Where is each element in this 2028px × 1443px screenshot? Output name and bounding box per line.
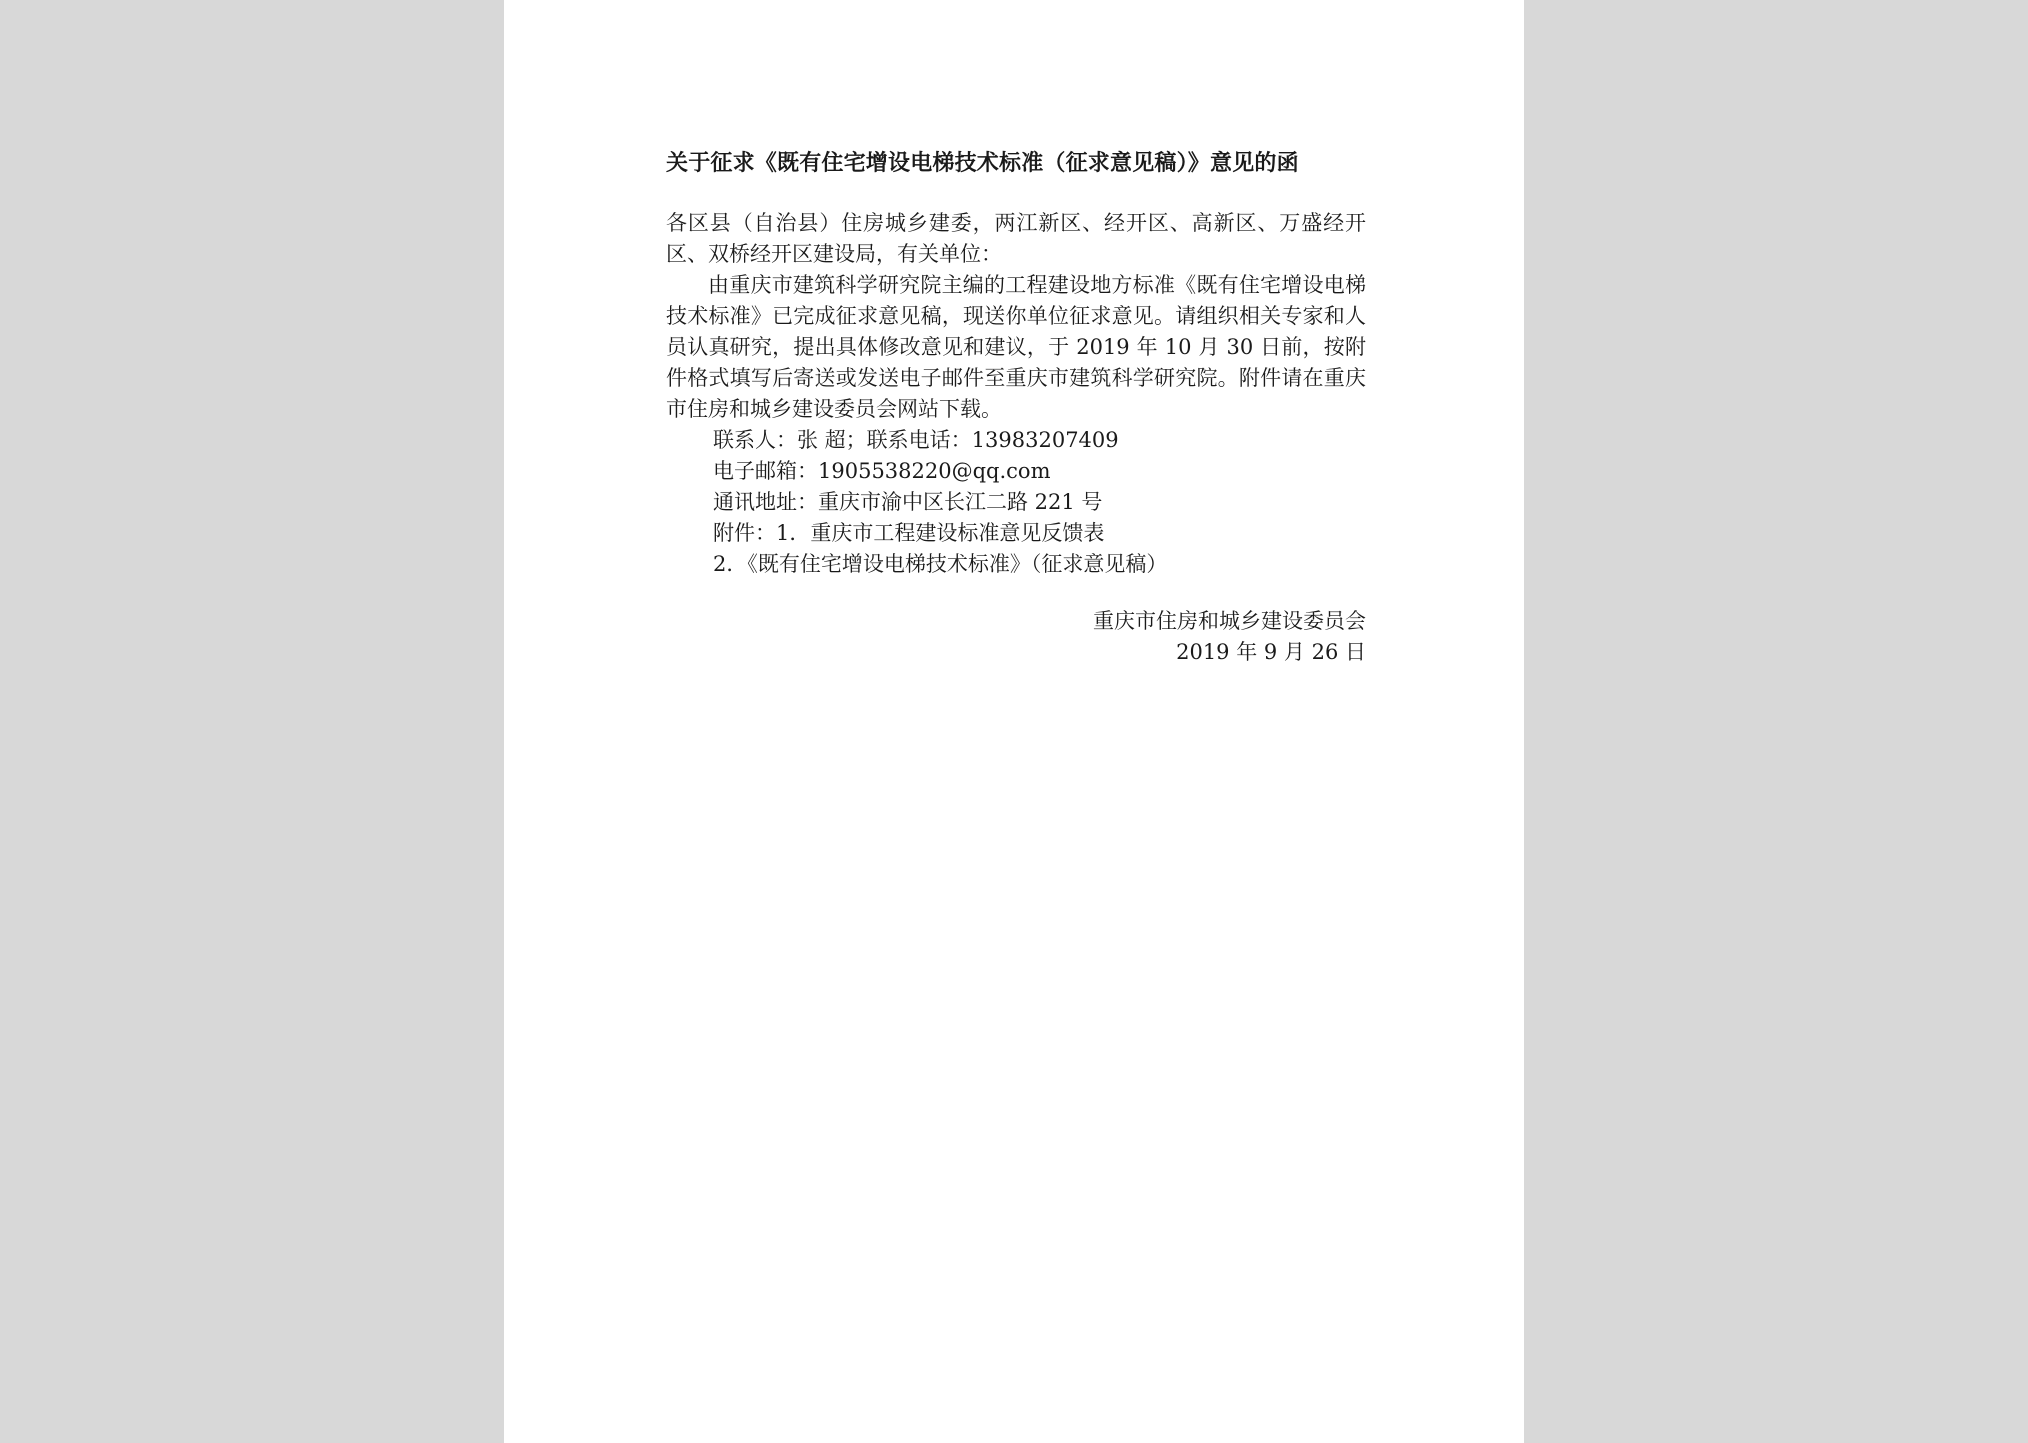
document-content bbox=[666, 146, 1366, 668]
signature-block bbox=[666, 606, 1366, 668]
attachment-line-2: 2．《既有住宅增设电梯技术标准》（征求意见稿） bbox=[713, 552, 1168, 576]
issue-date: 2019 年 9 月 26 日 bbox=[1176, 640, 1366, 664]
issuer-name: 重庆市住房和城乡建设委员会 bbox=[1093, 609, 1366, 633]
document-page bbox=[504, 0, 1524, 1443]
contact-line: 联系人：张 超；联系电话：13983207409 bbox=[713, 428, 1119, 452]
body-paragraph: 由重庆市建筑科学研究院主编的工程建设地方标准《既有住宅增设电梯技术标准》已完成征求意见稿，现送你单位征求意见。请组织相关专家和人员认真研究，提出具体修改意见和建议，于 2019 年 10 月 30 日前，按附件格式填写后寄送或发送电子邮件至重庆市建筑科学研究院。附件请在重庆市住房和城乡建设委员会网站下载。 bbox=[666, 273, 1366, 421]
salutation: 各区县（自治县）住房城乡建委，两江新区、经开区、高新区、万盛经开区、双桥经开区建设局，有关单位： bbox=[666, 211, 1366, 266]
email-line: 电子邮箱：1905538220@qq.com bbox=[713, 459, 1051, 483]
address-line: 通讯地址：重庆市渝中区长江二路 221 号 bbox=[713, 490, 1103, 514]
attachment-line-1: 附件：1．重庆市工程建设标准意见反馈表 bbox=[713, 521, 1105, 545]
document-title: 关于征求《既有住宅增设电梯技术标准（征求意见稿）》意见的函 bbox=[666, 150, 1299, 176]
